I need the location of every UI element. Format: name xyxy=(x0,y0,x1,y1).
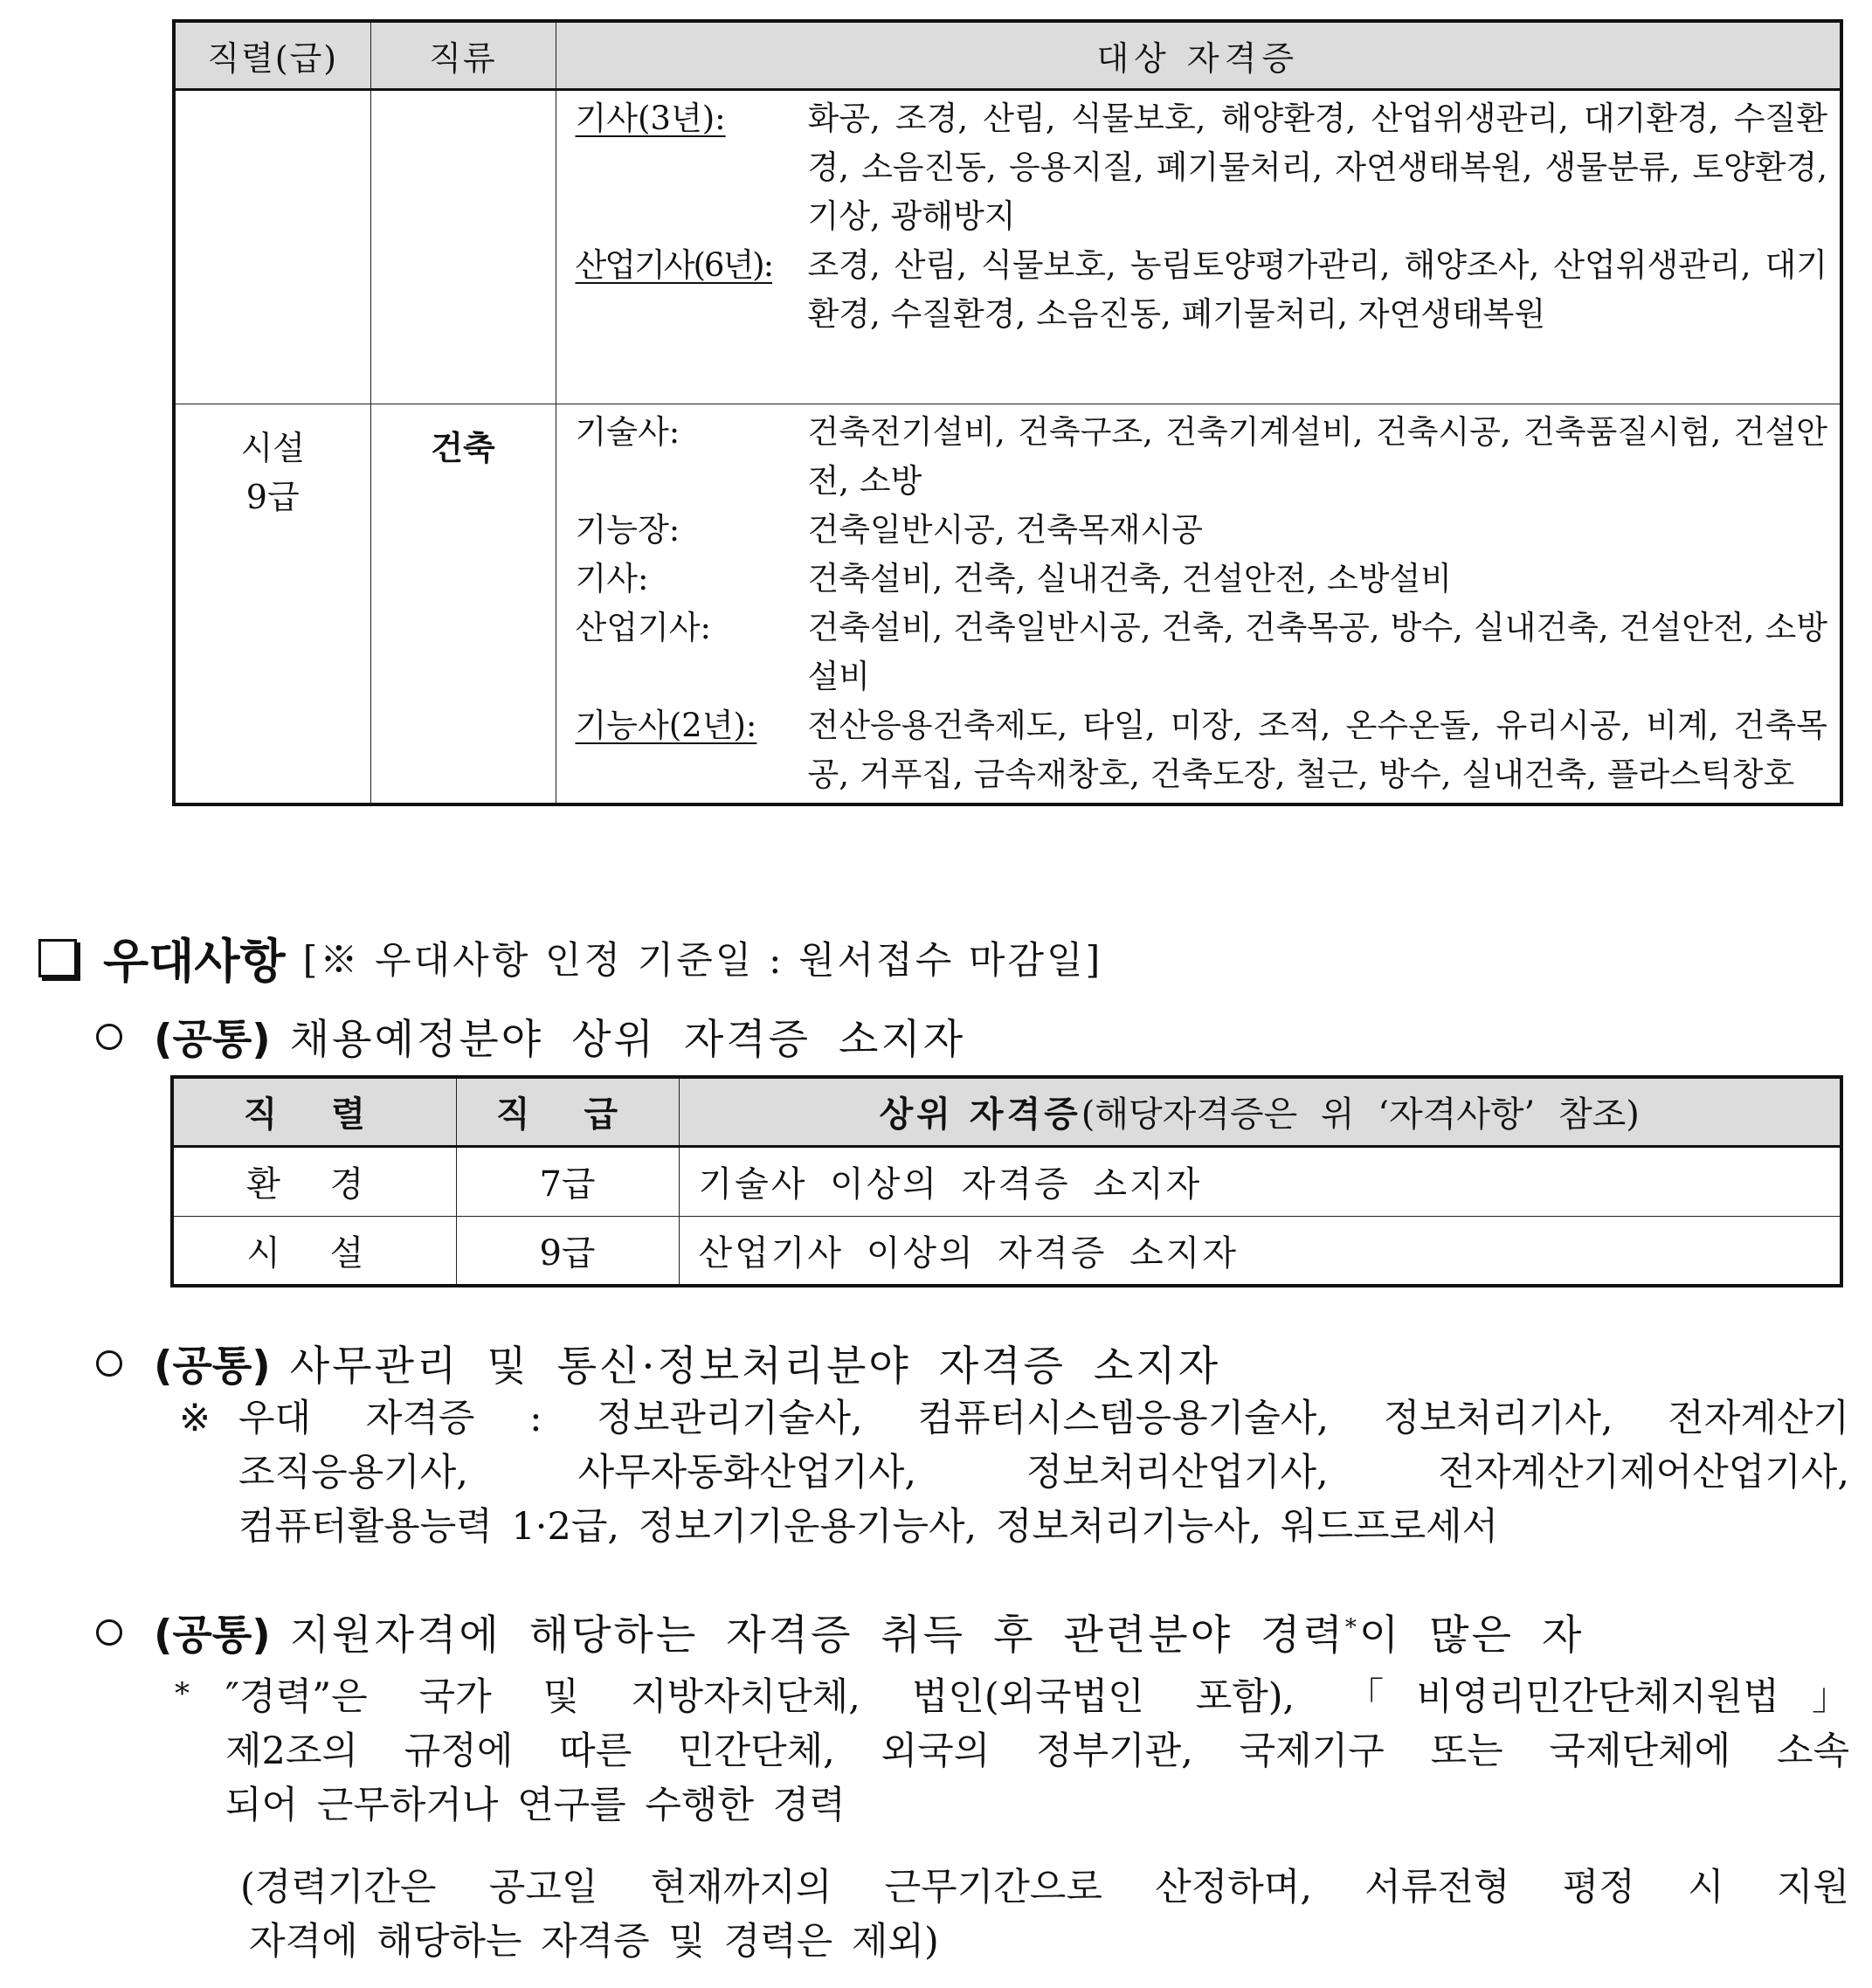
grade-cell: 9급 xyxy=(456,1216,679,1286)
job-cell xyxy=(370,89,556,404)
qualification-items: 조경, 산림, 식물보호, 농림토양평가관리, 해양조사, 산업위생관리, 대기환경, 수질환경, 소음진동, 폐기물처리, 자연생태복원 xyxy=(807,245,1827,333)
header-reference-note: (해당자격증은 위 ‘자격사항’ 참조) xyxy=(1081,1094,1640,1136)
header-grade: 직렬(급) xyxy=(174,21,370,89)
job-cell xyxy=(370,404,556,804)
bullet-tag: (공통) xyxy=(154,1612,271,1660)
table-row xyxy=(172,1216,1841,1286)
qualification-label: 기능장: xyxy=(575,510,680,549)
section-heading xyxy=(38,924,1102,991)
career-definition-note: * ″경력”은 국가 및 지방자치단체, 법인(외국법인 포함), 「비영리민간단체지원법」 제2조의 규정에 따른 민간단체, 외국의 정부기관, 국제기구 또는 국제단체에 소속 되어 근무하거나 연구를 수행한 경력 xyxy=(175,1670,1849,1833)
asterisk-icon: * xyxy=(175,1676,190,1711)
qualification-items: 건축설비, 건축일반시공, 건축, 건축목공, 방수, 실내건축, 건설안전, 소방설비 xyxy=(807,608,1827,695)
table-row xyxy=(174,404,1841,804)
career-period-note: (경력기간은 공고일 현재까지의 근무기간으로 산정하며, 서류전형 평정 시 지원 자격에 해당하는 자격증 및 경력은 제외) xyxy=(240,1866,1849,1964)
qualification-item xyxy=(576,555,1828,604)
qualification-items: 건축전기설비, 건축구조, 건축기계설비, 건축시공, 건축품질시험, 건설안전, 소방 xyxy=(807,412,1827,500)
description-cell: 산업기사 이상의 자격증 소지자 xyxy=(679,1216,1841,1286)
qualification-items: 건축설비, 건축, 실내건축, 건설안전, 소방설비 xyxy=(807,559,1452,597)
qualification-item xyxy=(576,604,1828,701)
qualification-label: 기술사: xyxy=(575,412,680,451)
circle-bullet-icon xyxy=(96,1350,122,1377)
qualification-item xyxy=(576,408,1828,506)
bullet-tag: (공통) xyxy=(154,1016,271,1064)
qualification-label: 기능사(2년): xyxy=(575,706,757,744)
qualification-label: 산업기사: xyxy=(575,608,711,646)
header-job: 직류 xyxy=(370,21,556,89)
description-cell: 기술사 이상의 자격증 소지자 xyxy=(679,1146,1841,1216)
checkbox-square-icon xyxy=(38,939,77,977)
table-row xyxy=(174,89,1841,404)
preference-table xyxy=(170,1075,1843,1287)
qualification-item xyxy=(576,241,1828,339)
circle-bullet-icon xyxy=(96,1024,122,1050)
table-row xyxy=(172,1146,1841,1216)
bullet-text: 지원자격에 해당하는 자격증 취득 후 관련분야 경력*이 많은 자 xyxy=(289,1612,1585,1660)
qualification-items: 전산응용건축제도, 타일, 미장, 조적, 온수온돌, 유리시공, 비계, 건축목공, 거푸집, 금속재창호, 건축도장, 철근, 방수, 실내건축, 플라스틱창호 xyxy=(807,706,1827,793)
grade-cell: 7급 xyxy=(456,1146,679,1216)
qualification-list xyxy=(556,404,1841,804)
section-note: [※ 우대사항 인정 기준일 : 원서접수 마감일] xyxy=(302,939,1103,983)
bullet-tag: (공통) xyxy=(154,1343,271,1391)
qualification-label: 기사(3년): xyxy=(575,99,726,137)
series-cell: 시 설 xyxy=(246,1232,383,1274)
qualification-items: 화공, 조경, 산림, 식물보호, 해양환경, 산업위생관리, 대기환경, 수질환경, 소음진동, 응용지질, 폐기물처리, 자연생태복원, 생물분류, 토양환경, 기상, 광해방지 xyxy=(807,99,1827,235)
preferred-certificates-note: ※ 우대 자격증 : 정보관리기술사, 컴퓨터시스템응용기술사, 정보처리기사, 전자계산기 조직응용기사, 사무자동화산업기사, 정보처리산업기사, 전자계산기제어산업기사, 컴퓨터활용능력 1·2급, 정보기기운용기능사, 정보처리기능사, 워드프로세서 xyxy=(179,1391,1849,1554)
header-qualifications: 대상 자격증 xyxy=(556,21,1841,89)
bullet-text: 채용예정분야 상위 자격증 소지자 xyxy=(289,1016,966,1064)
header-series: 직 렬 xyxy=(243,1094,386,1136)
qualification-list xyxy=(556,89,1841,404)
job-name: 건축 xyxy=(431,428,495,467)
grade-cell xyxy=(174,89,370,404)
qualification-item xyxy=(576,94,1828,241)
header-upper-qualification: 상위 자격증 xyxy=(879,1094,1081,1136)
header-grade: 직 급 xyxy=(495,1094,639,1136)
circle-bullet-icon xyxy=(96,1619,122,1646)
bullet-item xyxy=(96,1007,965,1066)
bullet-item xyxy=(96,1334,1220,1392)
section-title: 우대사항 xyxy=(103,934,286,989)
bullet-text: 사무관리 및 통신·정보처리분야 자격증 소지자 xyxy=(289,1343,1221,1391)
qualification-table-header xyxy=(174,21,1841,89)
preference-table-header xyxy=(172,1077,1841,1146)
series-cell: 환 경 xyxy=(246,1164,383,1205)
qualification-items: 건축일반시공, 건축목재시공 xyxy=(807,510,1203,549)
grade-cell xyxy=(174,404,370,804)
grade-series: 시설 xyxy=(240,428,305,467)
qualification-label: 기사: xyxy=(575,559,649,597)
grade-level: 9급 xyxy=(245,477,300,516)
reference-mark-icon: ※ xyxy=(179,1397,211,1440)
bullet-item xyxy=(96,1603,1584,1661)
qualification-item xyxy=(576,506,1828,555)
qualification-label: 산업기사(6년): xyxy=(575,245,773,284)
qualification-table xyxy=(172,19,1843,806)
qualification-item xyxy=(576,701,1828,799)
